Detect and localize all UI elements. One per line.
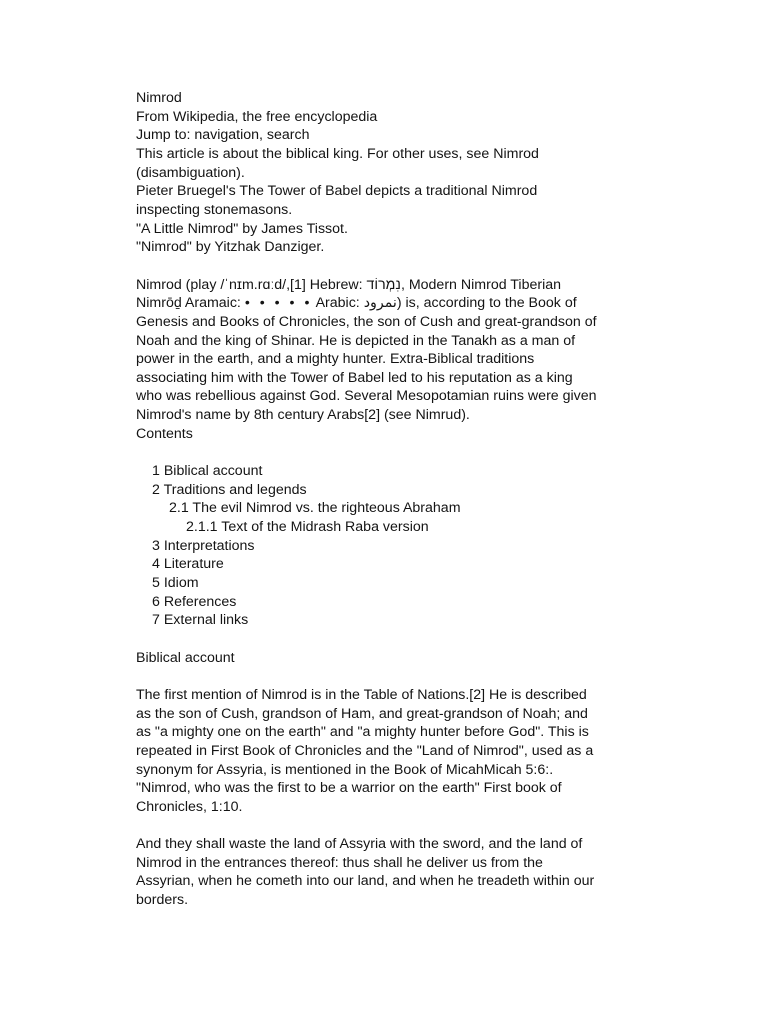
- toc-item-traditions[interactable]: 2 Traditions and legends: [152, 481, 307, 498]
- intro-text: Nimrōḏ Aramaic:: [136, 295, 241, 312]
- placeholder-dots: • • • • •: [244, 295, 313, 312]
- body-line: repeated in First Book of Chronicles and the "Land of Nimrod", used as a: [136, 742, 594, 759]
- spacer: [136, 667, 636, 686]
- spacer: [136, 257, 636, 276]
- page-title: Nimrod: [136, 90, 182, 106]
- body-line: as "a mighty one on the earth" and "a mighty hunter before God". This is: [136, 724, 589, 741]
- caption-line: Pieter Bruegel's The Tower of Babel depicts a traditional Nimrod: [136, 183, 538, 200]
- intro-line: Nimrod (play /ˈnɪm.rɑːd/,[1] Hebrew: נִמְרוֹד‎, Modern Nimrod Tiberian: [136, 276, 562, 293]
- body-line: "Nimrod, who was the first to be a warrior on the earth" First book of: [136, 780, 562, 797]
- intro-line: Genesis and Books of Chronicles, the son of Cush and great-grandson of: [136, 313, 597, 330]
- caption-line: inspecting stonemasons.: [136, 201, 293, 218]
- intro-line: who was rebellious against God. Several Mesopotamian ruins were given: [136, 388, 597, 405]
- intro-line: power in the earth, and a mighty hunter. Extra-Biblical traditions: [136, 351, 535, 368]
- toc-item-midrash-text[interactable]: 2.1.1 Text of the Midrash Raba version: [186, 519, 429, 536]
- spacer: [136, 630, 636, 649]
- body-line: The first mention of Nimrod is in the Table of Nations.[2] He is described: [136, 686, 587, 703]
- caption-line: "A Little Nimrod" by James Tissot.: [136, 220, 348, 237]
- section-heading: Biblical account: [136, 649, 235, 666]
- body-line: And they shall waste the land of Assyria with the sword, and the land of: [136, 836, 583, 853]
- body-line: Assyrian, when he cometh into our land, and when he treadeth within our: [136, 873, 595, 890]
- body-line: synonym for Assyria, is mentioned in the Book of MicahMicah 5:6:.: [136, 761, 554, 778]
- toc-item-external-links[interactable]: 7 External links: [152, 612, 249, 629]
- intro-line: Nimrod's name by 8th century Arabs[2] (see Nimrud).: [136, 407, 470, 424]
- document-page: [136, 89, 636, 910]
- jump-line: Jump to: navigation, search: [136, 127, 310, 144]
- body-line: as the son of Cush, grandson of Ham, and great-grandson of Noah; and: [136, 705, 588, 722]
- intro-line: Noah and the king of Shinar. He is depicted in the Tanakh as a man of: [136, 332, 576, 349]
- hatnote-line: (disambiguation).: [136, 164, 245, 181]
- intro-text: ) is, according to the Book of: [396, 295, 577, 312]
- toc-item-idiom[interactable]: 5 Idiom: [152, 575, 199, 592]
- intro-line: associating him with the Tower of Babel led to his reputation as a king: [136, 369, 573, 386]
- toc-item-biblical-account[interactable]: 1 Biblical account: [152, 463, 263, 480]
- body-line: borders.: [136, 892, 189, 909]
- toc-item-evil-nimrod[interactable]: 2.1 The evil Nimrod vs. the righteous Abraham: [169, 500, 461, 517]
- body-line: Chronicles, 1:10.: [136, 798, 243, 815]
- spacer: [136, 817, 636, 836]
- intro-line: [136, 294, 636, 313]
- toc-item-references[interactable]: 6 References: [152, 593, 237, 610]
- hatnote-line: This article is about the biblical king. For other uses, see Nimrod: [136, 145, 539, 162]
- toc-item-interpretations[interactable]: 3 Interpretations: [152, 537, 255, 554]
- toc-item-literature[interactable]: 4 Literature: [152, 556, 224, 573]
- intro-text: Arabic:: [315, 295, 360, 312]
- contents-heading: Contents: [136, 425, 193, 442]
- body-line: Nimrod in the entrances thereof: thus shall he deliver us from the: [136, 854, 543, 871]
- caption-line: "Nimrod" by Yitzhak Danziger.: [136, 239, 325, 256]
- spacer: [136, 443, 636, 462]
- arabic-text: نمرود: [363, 295, 397, 312]
- source-line: From Wikipedia, the free encyclopedia: [136, 108, 378, 125]
